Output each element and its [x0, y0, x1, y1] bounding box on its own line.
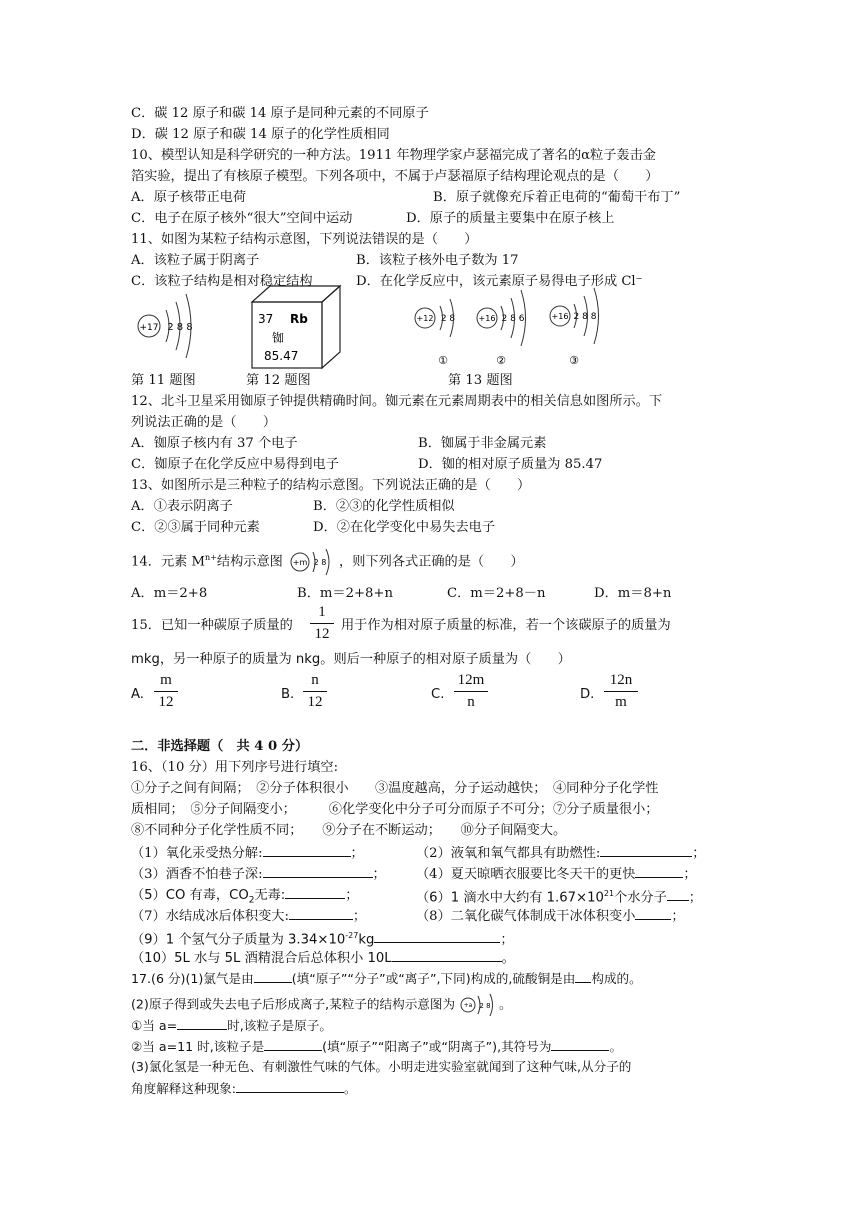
- q10-stem-1: 10、模型认知是科学研究的一种方法。1911 年物理学家卢瑟福完成了著名的α粒子轰击金: [131, 148, 656, 163]
- q16-blank-2-line[interactable]: [600, 843, 692, 857]
- q17-line-1c: 构成的。: [591, 971, 642, 986]
- fig13-shells-3: 2 8 8: [573, 312, 597, 322]
- q14-superscript: n+: [205, 553, 217, 563]
- q17-blank-chlorine[interactable]: [254, 969, 292, 983]
- q17-shells: 2 8: [479, 1002, 491, 1010]
- fig13-caption: 第 13 题图: [448, 373, 513, 388]
- q14-stem: [131, 547, 524, 577]
- fig12-atomic-mass: 85.47: [264, 349, 299, 363]
- q16-blank-5-line[interactable]: [285, 885, 345, 899]
- q12-option-c: C．铷原子在化学反应中易得到电子: [131, 457, 339, 472]
- q15-option-a: [154, 672, 178, 711]
- fig12-atomic-number: 37: [258, 312, 274, 326]
- q16-blank-9-superscript: -27: [345, 931, 359, 940]
- q10-stem-2: 箔实验，提出了有核原子模型。下列各项中，不属于卢瑟福原子结构理论观点的是（ ）: [131, 169, 659, 184]
- q10-option-b: B．原子就像充斥着正电荷的“葡萄干布丁”: [433, 190, 681, 205]
- q12-option-b: B．铷属于非金属元素: [418, 436, 547, 451]
- q16-blank-8-line[interactable]: [635, 906, 671, 920]
- q9-option-c: C．碳 12 原子和碳 14 原子是同种元素的不同原子: [131, 106, 429, 121]
- q17-line-5: (3)氯化氢是一种无色、有刺激性气味的气体。小明走进实验室就闻到了这种气味,从分子的: [131, 1059, 632, 1074]
- q15-option-b-num: n: [311, 672, 319, 688]
- q15-option-a-den: 12: [158, 694, 174, 710]
- q16-blank-3-line[interactable]: [263, 864, 373, 878]
- section-2-title: 二．非选择题（ 共 4 0 分）: [131, 739, 309, 754]
- q16-blank-10-label: （10）5L 水与 5L 酒精混合后总体积小 10L: [131, 951, 392, 966]
- q13-option-a: A．①表示阴离子: [131, 499, 233, 514]
- fig12-caption: 第 12 题图: [246, 373, 311, 388]
- q17-line-4c: 。: [609, 1039, 623, 1054]
- fig13-atom-3: [550, 288, 599, 367]
- q16-semicolon: ；: [350, 846, 364, 861]
- q10-option-a: A．原子核带正电荷: [131, 190, 247, 205]
- q17-blank-copper-sulfate[interactable]: [575, 969, 591, 983]
- q15-option-d: [604, 672, 638, 711]
- fig13-atom-diagrams: [410, 286, 610, 368]
- q16-stem: 16、（10 分）用下列序号进行填空:: [131, 760, 339, 775]
- q14-option-b: B．m＝2+8+n: [297, 586, 393, 601]
- q16-blank-6: [416, 885, 702, 907]
- q17-line-4b: (填“原子”“阳离子”或“阴离子”),其符号为: [322, 1039, 552, 1054]
- q16-options-line-3: ⑧不同种分子化学性质不同； ⑨分子在不断运动； ⑩分子间隔变大。: [131, 823, 567, 838]
- q16-blank-3: [131, 864, 386, 884]
- q10-option-c: C．电子在原子核外“很大”空间中运动: [131, 211, 353, 226]
- q17-blank-symbol[interactable]: [551, 1037, 609, 1051]
- q14-nucleus: +m: [292, 558, 308, 567]
- q17-line-6a: 角度解释这种现象:: [131, 1081, 236, 1096]
- q15-fraction-num: 1: [318, 604, 326, 620]
- q16-semicolon: ；: [692, 846, 706, 861]
- q16-blank-8: [416, 906, 685, 926]
- q17-line-4a: ②当 a=11 时,该粒子是: [131, 1039, 265, 1054]
- q16-blank-2: [416, 843, 705, 863]
- q17-blank-explanation[interactable]: [236, 1079, 344, 1093]
- q16-blank-3-label: （3）酒香不怕巷子深:: [131, 867, 263, 882]
- q13-option-d: D．②在化学变化中易失去电子: [313, 520, 496, 535]
- q17-line-2a: (2)原子得到或失去电子后形成离子,某粒子的结构示意图为: [131, 996, 456, 1012]
- q16-blank-9: [131, 927, 514, 949]
- q16-semicolon: ；: [688, 890, 702, 906]
- q16-period: 。: [501, 951, 515, 966]
- q15-option-c-den: n: [467, 694, 475, 710]
- fig12-element-cube: [248, 282, 348, 372]
- q16-blank-9-label-b: kg: [358, 932, 375, 948]
- q16-blank-10-line[interactable]: [392, 948, 502, 962]
- q14-option-d: D．m＝8+n: [594, 586, 672, 601]
- q16-options-line-2: 质相同； ⑤分子间隔变小； ⑥化学变化中分子可分而原子不可分；⑦分子质量很小；: [131, 802, 659, 817]
- fig13-label-1: ①: [438, 354, 448, 367]
- q12-stem-1: 12、北斗卫星采用铷原子钟提供精确时间。铷元素在元素周期表中的相关信息如图所示。下: [131, 394, 663, 409]
- q16-blank-6-label-b: 个水分子: [614, 890, 667, 906]
- q14-shells: 2 8: [313, 558, 327, 567]
- q16-blank-5-subscript: 2: [248, 895, 255, 906]
- q15-option-d-num: 12n: [609, 672, 633, 688]
- q10-option-d: D．原子的质量主要集中在原子核上: [406, 211, 615, 226]
- q16-blank-6-label-a: （6）1 滴水中大约有 1.67×10: [416, 890, 604, 906]
- q11-option-b: B．该粒子核外电子数为 17: [356, 253, 519, 268]
- q13-stem: 13、如图所示是三种粒子的结构示意图。下列说法正确的是（ ）: [131, 478, 531, 493]
- q15-option-c-label: C.: [431, 687, 445, 702]
- q16-blank-7-label: （7）水结成冰后体积变大:: [131, 909, 289, 924]
- q16-blank-5-label-a: （5）CO 有毒，CO: [131, 888, 249, 903]
- q16-blank-4: [416, 864, 697, 884]
- q16-blank-7-line[interactable]: [289, 906, 353, 920]
- q16-blank-9-line[interactable]: [374, 929, 500, 943]
- fig13-shells-2: 2 8 6: [501, 314, 525, 324]
- q14-stem-b: 结构示意图: [216, 554, 283, 570]
- q16-semicolon: ；: [683, 867, 697, 882]
- q16-blank-8-label: （8）二氧化碳气体制成干冰体积变小: [416, 909, 636, 924]
- q15-option-a-num: m: [160, 672, 172, 688]
- q16-blank-2-label: （2）液氧和氧气都具有助燃性:: [416, 846, 601, 861]
- q16-blank-6-superscript: 21: [603, 889, 615, 898]
- q15-option-b-label: B.: [281, 687, 295, 702]
- fig13-nucleus-2: +16: [478, 314, 496, 323]
- q16-blank-7: [131, 906, 366, 926]
- q17-line-3a: ①当 a=: [131, 1018, 178, 1033]
- q16-blank-4-label: （4）夏天晾晒衣服要比冬天干的更快: [416, 867, 636, 882]
- q15-option-b: [303, 672, 327, 711]
- q17-blank-particle-type[interactable]: [264, 1037, 322, 1051]
- q16-blank-1-line[interactable]: [263, 843, 351, 857]
- fig11-caption: 第 11 题图: [131, 373, 196, 388]
- q17-line-2: [131, 992, 512, 1018]
- q16-blank-5-label-b: 无毒:: [254, 888, 286, 903]
- q17-line-2b: 。: [499, 996, 512, 1012]
- q15-option-d-den: m: [615, 694, 627, 710]
- q16-blank-9-label-a: （9）1 个氢气分子质量为 3.34×10: [131, 932, 346, 948]
- q11-option-c: C．该粒子结构是相对稳定结构: [131, 274, 313, 289]
- q16-semicolon: ；: [352, 909, 367, 924]
- fig13-nucleus-1: +12: [416, 314, 434, 323]
- q15-fraction-den: 12: [314, 626, 330, 642]
- q17-line-4: [131, 1037, 622, 1056]
- q16-semicolon: ；: [372, 867, 386, 882]
- q15-option-d-label: D.: [580, 687, 595, 702]
- q14-stem-a: 14．元素 M: [131, 554, 206, 570]
- q15-stem-a: 15．已知一种碳原子质量的: [131, 618, 293, 633]
- fig12-element-name: 铷: [272, 331, 285, 345]
- fig11-nucleus: +17: [139, 323, 159, 333]
- q12-stem-2: 列说法正确的是（ ）: [131, 415, 277, 430]
- q14-option-c: C．m＝2+8－n: [447, 586, 546, 601]
- q12-option-a: A．铷原子核内有 37 个电子: [131, 436, 298, 451]
- q17-blank-a[interactable]: [177, 1016, 227, 1030]
- q16-blank-1-label: （1）氧化汞受热分解:: [131, 846, 263, 861]
- q17-line-6b: 。: [344, 1081, 357, 1096]
- q15-stem-b: 用于作为相对原子质量的标准，若一个该碳原子的质量为: [341, 618, 671, 633]
- q13-option-b: B．②③的化学性质相似: [313, 499, 455, 514]
- q11-option-a: A．该粒子属于阴离子: [131, 253, 260, 268]
- fig13-nucleus-3: +16: [551, 312, 569, 321]
- q13-option-c: C．②③属于同种元素: [131, 520, 260, 535]
- fig13-shells-1: 2 8: [440, 314, 456, 324]
- q17-structure-icon: [459, 992, 499, 1018]
- q16-semicolon: ；: [500, 932, 514, 948]
- q16-blank-1: [131, 843, 364, 863]
- q17-line-3: [131, 1016, 332, 1035]
- fig12-symbol: Rb: [290, 312, 308, 326]
- q16-semicolon: ；: [671, 909, 685, 924]
- q14-structure-icon: [289, 547, 337, 577]
- fig13-label-3: ③: [569, 354, 579, 367]
- q15-option-b-den: 12: [307, 694, 323, 710]
- fig11-shells: 2 8 8: [167, 322, 193, 333]
- q14-option-a: A．m＝2+8: [131, 586, 208, 601]
- q15-stem-2: mkg，另一种原子的质量为 nkg。则后一种原子的相对原子质量为（ ）: [131, 652, 571, 667]
- q16-blank-10: [131, 948, 515, 968]
- q15-option-c-num: 12m: [457, 672, 485, 688]
- q12-option-d: D．铷的相对原子质量为 85.47: [418, 457, 603, 472]
- q17-line-1: [131, 969, 642, 988]
- q11-stem: 11、如图为某粒子结构示意图，下列说法错误的是（ ）: [131, 232, 478, 247]
- q9-option-d: D．碳 12 原子和碳 14 原子的化学性质相同: [131, 127, 390, 142]
- fig13-label-2: ②: [496, 354, 506, 367]
- q17-nucleus: +a: [463, 1002, 473, 1009]
- q11-option-d: D．在化学反应中，该元素原子易得电子形成 Cl⁻: [356, 274, 643, 289]
- q17-line-1a: 17.(6 分)(1)氯气是由: [131, 971, 254, 986]
- fig11-atom-diagram: [134, 288, 204, 368]
- q16-options-line-1: ①分子之间有间隔； ②分子体积很小 ③温度越高，分子运动越快； ④同种分子化学性: [131, 781, 659, 796]
- fig13-atom-1: [415, 299, 455, 367]
- q15-option-c: [454, 672, 488, 711]
- q17-line-3b: 时,该粒子是原子。: [227, 1018, 332, 1033]
- fig13-atom-2: [477, 290, 526, 367]
- q14-stem-c: ，则下列各式正确的是（ ）: [339, 554, 524, 570]
- q15-fraction: [310, 604, 334, 643]
- q16-blank-6-line[interactable]: [667, 887, 689, 901]
- q15-option-a-label: A.: [131, 687, 144, 702]
- q17-line-1b: (填“原子”“分子”或“离子”,下同)构成的,硫酸铜是由: [291, 971, 576, 986]
- q17-line-6: [131, 1079, 357, 1098]
- q16-blank-4-line[interactable]: [635, 864, 683, 878]
- q16-semicolon: ；: [345, 888, 359, 903]
